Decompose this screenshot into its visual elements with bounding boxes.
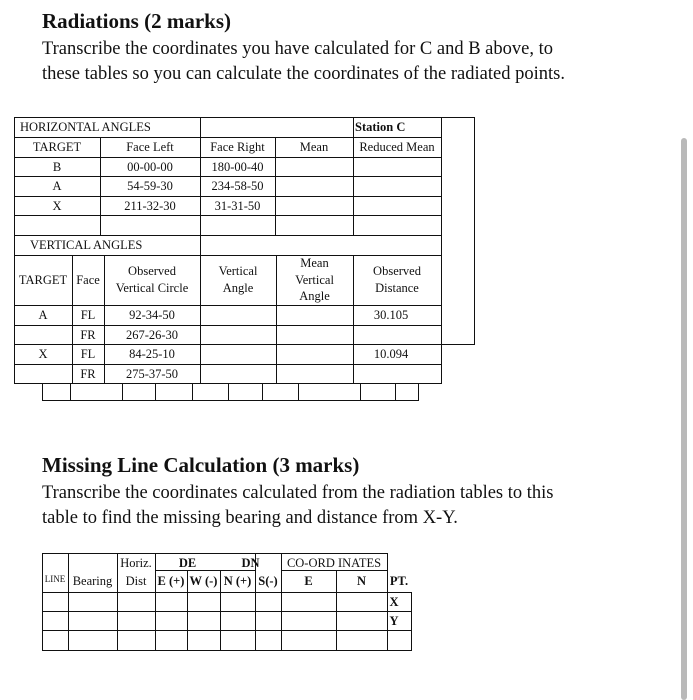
- v-header-distance-1: Observed: [373, 264, 421, 278]
- v-row-4-face: FR: [80, 367, 96, 381]
- h-row-b-target: B: [52, 160, 62, 174]
- v-row-3-distance: 10.094: [373, 347, 409, 361]
- v-row-1-observed: 92-34-50: [129, 308, 175, 322]
- horizontal-table-title: HORIZONTAL ANGLES: [20, 120, 151, 134]
- v-row-1-target: A: [38, 308, 48, 322]
- col-bearing-label: Bearing: [72, 574, 113, 588]
- col-coordinates-label: CO-ORD INATES: [286, 556, 382, 570]
- v-header-vertical-1: Vertical: [218, 264, 258, 278]
- v-row-2-observed: 267-26-30: [125, 328, 179, 342]
- header-reduced-mean: Reduced Mean: [359, 140, 435, 154]
- v-header-face: Face: [76, 273, 100, 287]
- col-line-label: LINE: [44, 574, 66, 584]
- v-header-mean-3: Angle: [299, 289, 330, 303]
- radiations-instruction-line-2: these tables so you can calculate the coordinates of the radiated points.: [42, 64, 565, 84]
- col-s-minus-label: S(-): [258, 574, 278, 588]
- v-row-2-face: FR: [80, 328, 96, 342]
- h-row-a-face-right: 234-58-50: [211, 179, 264, 193]
- v-row-1-distance: 30.105: [373, 308, 409, 322]
- v-row-3-face: FL: [80, 347, 96, 361]
- radiations-heading: Radiations (2 marks): [42, 9, 232, 33]
- v-header-mean-1: Mean: [300, 256, 329, 270]
- v-header-distance-2: Distance: [375, 281, 419, 295]
- header-face-left: Face Left: [126, 140, 174, 154]
- header-target: TARGET: [32, 140, 82, 154]
- missing-line-instruction-line-1: Transcribe the coordinates calculated from the radiation tables to this: [42, 483, 554, 503]
- col-w-minus-label: W (-): [189, 574, 218, 588]
- missing-line-instruction-line-2: table to find the missing bearing and distance from X-Y.: [42, 508, 458, 528]
- v-header-observed-1: Observed: [128, 264, 176, 278]
- station-label: Station C: [355, 120, 406, 134]
- col-pt-label: PT.: [389, 574, 409, 588]
- col-horiz-label: Horiz.: [120, 556, 152, 570]
- radiations-instruction-line-1: Transcribe the coordinates you have calculated for C and B above, to: [42, 39, 553, 59]
- point-y-label: Y: [389, 614, 399, 628]
- vertical-scrollbar[interactable]: [681, 138, 687, 700]
- h-row-x-face-left: 211-32-30: [124, 199, 176, 213]
- v-row-3-target: X: [38, 347, 48, 361]
- v-header-observed-2: Vertical Circle: [115, 281, 189, 295]
- h-row-a-target: A: [52, 179, 62, 193]
- h-row-a-face-left: 54-59-30: [127, 179, 173, 193]
- v-row-3-observed: 84-25-10: [129, 347, 175, 361]
- v-header-vertical-2: Angle: [222, 281, 254, 295]
- col-e-label: E: [304, 574, 313, 588]
- vertical-table-title: VERTICAL ANGLES: [30, 238, 143, 252]
- h-row-b-face-right: 180-00-40: [211, 160, 264, 174]
- col-dn-label: DN: [241, 556, 260, 570]
- header-mean: Mean: [299, 140, 329, 154]
- v-row-1-face: FL: [80, 308, 96, 322]
- point-x-label: X: [389, 595, 399, 609]
- col-de-label: DE: [178, 556, 197, 570]
- missing-line-heading: Missing Line Calculation (3 marks): [42, 453, 360, 477]
- v-header-target: TARGET: [18, 273, 68, 287]
- h-row-b-face-left: 00-00-00: [127, 160, 173, 174]
- v-header-mean-2: Vertical: [295, 273, 334, 287]
- header-face-right: Face Right: [210, 140, 265, 154]
- col-e-plus-label: E (+): [157, 574, 185, 588]
- col-n-label: N: [356, 574, 367, 588]
- v-row-4-observed: 275-37-50: [125, 367, 179, 381]
- h-row-x-target: X: [52, 199, 62, 213]
- col-n-plus-label: N (+): [223, 574, 252, 588]
- col-dist-label: Dist: [125, 574, 147, 588]
- h-row-x-face-right: 31-31-50: [214, 199, 261, 213]
